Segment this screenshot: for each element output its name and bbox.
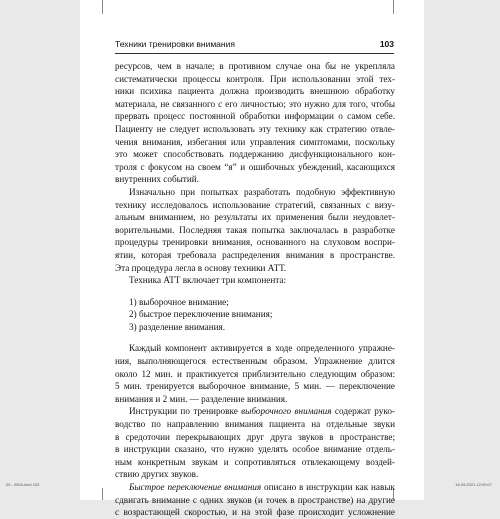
text-line: процедуры тренировки внимания, основанного на слуховом воспри- [115, 237, 395, 248]
text-line: прервать процесс постоянной обработки информации о самом себе. [115, 111, 395, 122]
text-line: Каждый компонент активируется в ходе определенного упражне- [129, 343, 395, 354]
crop-mark [393, 0, 394, 14]
text-line: Эта процедура легла в основу техники АТТ. [115, 262, 287, 273]
text-line: чения внимания, избегания или управления симптомами, поскольку [115, 136, 395, 147]
italic-term: выборочного внимания [241, 406, 332, 417]
text-line: Изначально при попытках разработать подобную эффективную [129, 186, 395, 197]
page-number: 103 [379, 39, 394, 49]
text-line: водство по направлению внимания пациента на отдельные звуки [115, 419, 395, 430]
text-line: в инструкции сказано, что нужно уделять особое внимание отдель- [115, 444, 395, 455]
crop-mark [102, 0, 103, 14]
crop-mark [102, 488, 103, 500]
text-line: ным конкретным звукам и сопротивляться отвлекающему воздей- [115, 456, 395, 467]
text-line: ники психика пациента должна производить внешнюю обработку [115, 86, 395, 97]
text-line: ния, выполняющегося естественным образом. Упражнение длится [115, 356, 395, 367]
text-line: материала, не связанного с его личностью; это нужно для того, чтобы [115, 98, 395, 109]
list-item: 3) разделение внимания. [129, 321, 226, 332]
list-item: 2) быстрое переключение внимания; [129, 309, 273, 320]
text-line: 5 мин. тренируется выборочное внимание, 5 мин. — переключение [115, 381, 395, 392]
text-line: систематически процессы контроля. При использовании этой тех- [115, 73, 395, 84]
list-item: 1) выборочное внимание; [129, 296, 229, 307]
text-line: ятии, которая требовала распределения внимания в пространстве. [115, 249, 395, 260]
print-slug-file: 05 - 0504.indd 103 [6, 482, 40, 487]
body-text [115, 60, 395, 519]
text-line: Техника АТТ включает три компонента: [129, 275, 287, 286]
text-line: Инструкции по тренировке выборочного внимания содержат руко- [129, 406, 395, 417]
text-line: около 12 мин. и практикуется приблизительно следующим образом: [115, 368, 395, 379]
text-line: внимания и 2 мин. — разделение внимания. [115, 393, 288, 404]
running-title: Техники тренировки внимания [115, 39, 235, 49]
text-line: в средоточии перекрывающих друг друга звуков в пространстве; [115, 431, 395, 442]
text-line: ворительными. Последняя такая попытка заключалась в разработке [115, 224, 395, 235]
text-line: с возрастающей скоростью, и на этой фазе происходит усложнение [115, 507, 395, 518]
text-line: Пациенту не следует использовать эту технику как стратегию отвле- [115, 123, 395, 134]
text-line: альным вниманием, но результаты их применения были неудовлет- [115, 212, 395, 223]
header-rule [115, 53, 394, 54]
text-line: троля с фокусом на своем “я” и ошибочных убеждений, касающихся [115, 161, 395, 172]
text-line: технику исследовалось использование стратегий, связанных с визу- [115, 199, 395, 210]
text-line: это может способствовать поддержанию дисфункционального кон- [115, 149, 395, 160]
italic-term: Быстрое переключение внимания [129, 482, 262, 492]
text-line: ресурсов, чем в начале; в противном случае она бы не укрепляла [115, 61, 395, 71]
text-line: внутренних событий. [115, 174, 199, 185]
print-slug-timestamp: 16.09.2021 12:00:07 [455, 482, 492, 487]
book-page [80, 0, 424, 518]
running-head [115, 39, 394, 51]
text-line: сдвигать внимание с одних звуков (и точек в пространстве) на другие [115, 494, 395, 505]
text-line: Быстрое переключение внимания описано в инструкции как навык [129, 482, 395, 492]
text-line: ствию других звуков. [115, 469, 199, 480]
